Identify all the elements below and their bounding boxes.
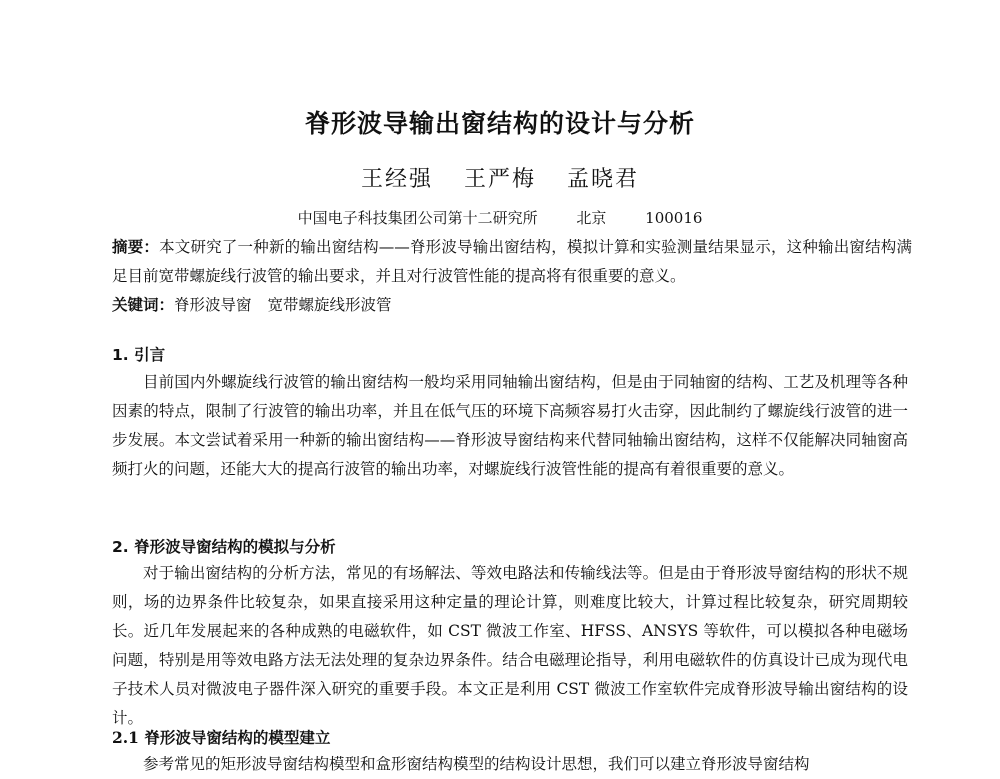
- affiliation-org: 中国电子科技集团公司第十二研究所: [297, 209, 538, 227]
- abstract-text: 本文研究了一种新的输出窗结构——脊形波导输出窗结构，模拟计算和实验测量结果显示，这种输出窗结构满足目前宽带螺旋线行波管的输出要求，并且对行波管性能的提高将有很重要的意义。: [112, 238, 912, 285]
- keyword: 脊形波导窗: [174, 296, 252, 314]
- section-heading-introduction: 1. 引言: [112, 346, 166, 364]
- section-heading-simulation: 2. 脊形波导窗结构的模拟与分析: [112, 538, 336, 556]
- section-paragraph-introduction: 目前国内外螺旋线行波管的输出窗结构一般均采用同轴输出窗结构，但是由于同轴窗的结构、工艺及机理等各种因素的特点，限制了行波管的输出功率，并且在低气压的环境下高频容易打火击穿，因此制约了螺旋线行波管的进一步发展。本文尝试着采用一种新的输出窗结构——脊形波导窗结构来代替同轴输出窗结构，这样不仅能解决同轴窗高频打火的问题，还能大大的提高行波管的输出功率，对螺旋线行波管性能的提高有着很重要的意义。: [112, 373, 908, 478]
- abstract: [112, 233, 912, 291]
- author-list: [0, 162, 1000, 193]
- keywords-label: 关键词：: [112, 296, 175, 314]
- abstract-label: 摘要：: [112, 238, 160, 256]
- affiliation-city: 北京: [576, 209, 607, 227]
- subsection-partial-line: 参考常见的矩形波导窗结构模型和盒形窗结构模型的结构设计思想，我们可以建立脊形波导窗结构: [143, 755, 810, 773]
- subsection-heading-model: 2.1 脊形波导窗结构的模型建立: [112, 728, 331, 747]
- author-name: 孟晓君: [567, 167, 640, 192]
- keywords: [112, 291, 912, 320]
- author-name: 王严梅: [463, 167, 536, 192]
- paper-title: 脊形波导输出窗结构的设计与分析: [304, 109, 695, 138]
- affiliation-postcode: 100016: [645, 209, 703, 227]
- section-paragraph-simulation: 对于输出窗结构的分析方法，常见的有场解法、等效电路法和传输线法等。但是由于脊形波导窗结构的形状不规则，场的边界条件比较复杂，如果直接采用这种定量的理论计算，则难度比较大，计算过程比较复杂，研究周期较长。近几年发展起来的各种成熟的电磁软件，如 CST 微波工作室、HFSS、ANSYS 等软件，可以模拟各种电磁场问题，特别是用等效电路方法无法处理的复杂边界条件。结合电磁理论指导，利用电磁软件的仿真设计已成为现代电子技术人员对微波电子器件深入研究的重要手段。本文正是利用 CST 微波工作室软件完成脊形波导输出窗结构的设计。: [112, 564, 908, 727]
- affiliation: [0, 207, 1000, 228]
- keyword: 宽带螺旋线形波管: [267, 296, 392, 314]
- author-name: 王经强: [360, 167, 433, 192]
